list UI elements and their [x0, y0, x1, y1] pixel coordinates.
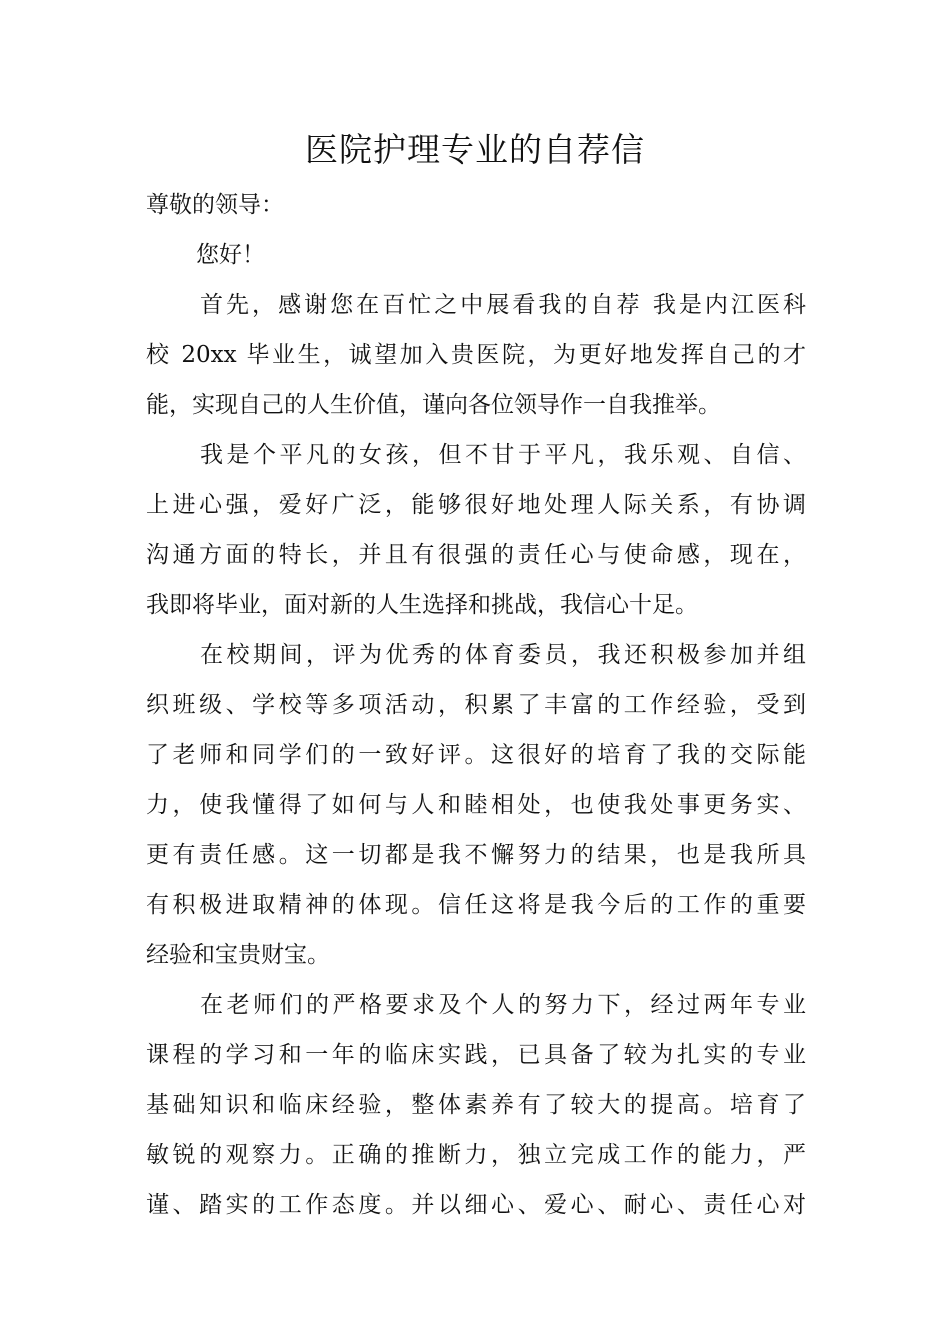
paragraph-line: 更有责任感。这一切都是我不懈努力的结果，也是我所具 — [146, 842, 806, 868]
paragraph-2 — [146, 430, 806, 630]
paragraph-4 — [146, 980, 806, 1230]
paragraph-line: 有积极进取精神的体现。信任这将是我今后的工作的重要 — [146, 892, 806, 918]
paragraph-line: 上进心强，爱好广泛，能够很好地处理人际关系，有协调 — [146, 492, 806, 518]
paragraph-line: 在校期间，评为优秀的体育委员，我还积极参加并组 — [200, 642, 806, 668]
salutation: 尊敬的领导： — [146, 192, 284, 218]
document-body — [146, 180, 806, 1230]
paragraph-line: 敏锐的观察力。正确的推断力，独立完成工作的能力，严 — [146, 1142, 806, 1168]
paragraph-line: 基础知识和临床经验，整体素养有了较大的提高。培育了 — [146, 1092, 806, 1118]
paragraph-line: 我即将毕业，面对新的人生选择和挑战，我信心十足。 — [146, 592, 698, 618]
paragraph-3 — [146, 630, 806, 980]
paragraph-line: 课程的学习和一年的临床实践，已具备了较为扎实的专业 — [146, 1042, 806, 1068]
paragraph-line: 经验和宝贵财宝。 — [146, 942, 330, 968]
document-title: 医院护理专业的自荐信 — [305, 130, 645, 169]
paragraph-line: 我是个平凡的女孩，但不甘于平凡，我乐观、自信、 — [200, 442, 806, 468]
paragraph-line: 沟通方面的特长，并且有很强的责任心与使命感，现在， — [146, 542, 806, 568]
paragraph-line: 织班级、学校等多项活动，积累了丰富的工作经验，受到 — [146, 692, 806, 718]
paragraph-line: 能，实现自己的人生价值，谨向各位领导作一自我推举。 — [146, 392, 721, 418]
greeting: 您好！ — [196, 242, 265, 268]
paragraph-line: 首先，感谢您在百忙之中展看我的自荐 我是内江医科 — [200, 292, 806, 318]
paragraph-line: 谨、踏实的工作态度。并以细心、爱心、耐心、责任心对 — [146, 1192, 806, 1218]
paragraph-line: 在老师们的严格要求及个人的努力下，经过两年专业 — [200, 992, 806, 1018]
paragraph-line: 力，使我懂得了如何与人和睦相处，也使我处事更务实、 — [146, 792, 806, 818]
paragraph-line: 了老师和同学们的一致好评。这很好的培育了我的交际能 — [146, 742, 806, 768]
paragraph-1 — [146, 280, 806, 430]
paragraph-line: 校 20xx 毕业生，诚望加入贵医院，为更好地发挥自己的才 — [146, 342, 806, 368]
